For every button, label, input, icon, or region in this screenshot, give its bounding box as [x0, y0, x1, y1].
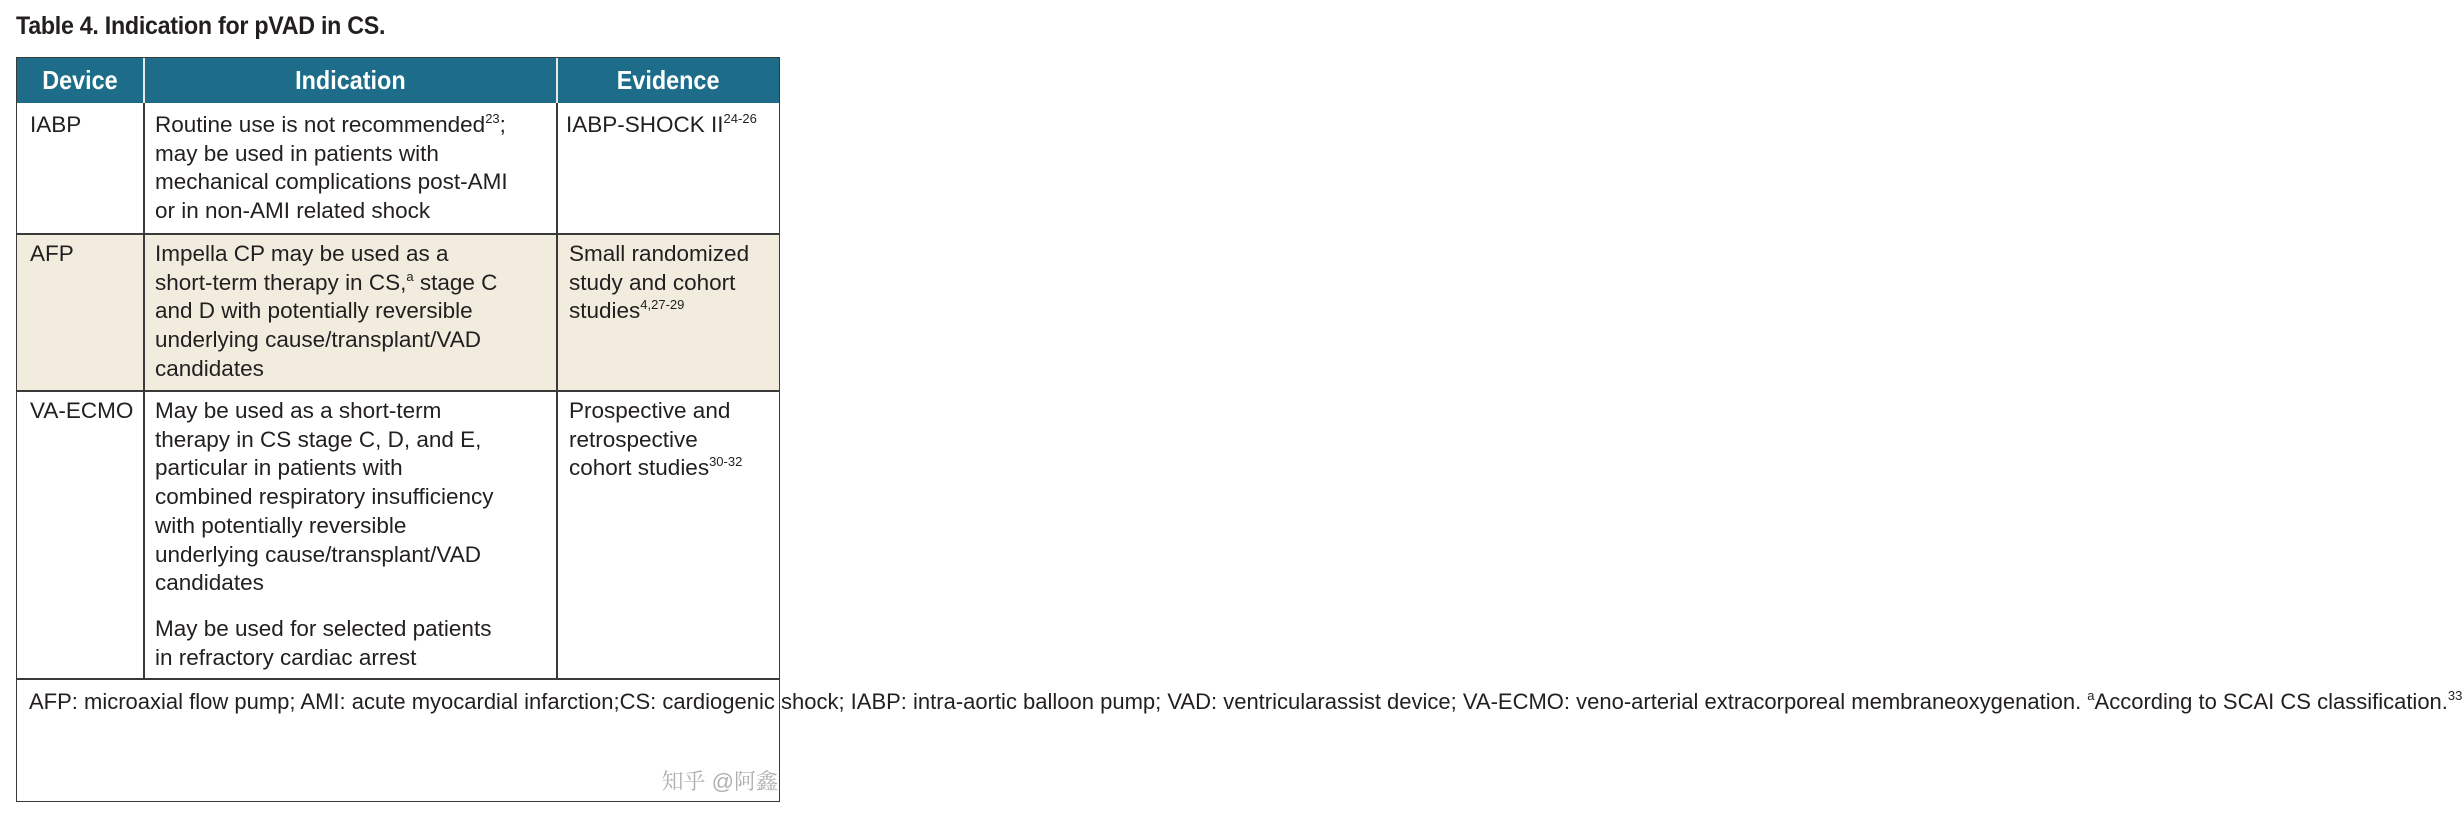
- text-line: Routine use is not recommended$^{23}$;: [155, 111, 506, 137]
- text-line: and D with potentially reversible: [155, 298, 473, 324]
- reference-superscript: a: [406, 268, 414, 284]
- text-line: study and cohort: [569, 269, 736, 295]
- reference-superscript: 24-26: [723, 111, 757, 126]
- text-line: May be used for selected patients: [155, 616, 492, 641]
- row-divider: [17, 233, 779, 235]
- reference-superscript: 30-32: [709, 454, 743, 470]
- device-cell: IABP: [30, 112, 82, 137]
- indication-cell: [155, 397, 494, 598]
- indication-cell: [155, 240, 497, 384]
- header-device: Device: [42, 65, 118, 95]
- evidence-cell: [569, 397, 742, 483]
- text-line: Prospective and: [569, 398, 731, 423]
- text-line: IABP-SHOCK II$^{24-26}$: [566, 111, 757, 137]
- reference-superscript: 33: [2447, 688, 2462, 703]
- reference-superscript: 23: [485, 111, 500, 126]
- text-line: may be used in patients with: [155, 140, 439, 166]
- text-line: underlying cause/transplant/VAD: [155, 327, 482, 353]
- row-divider: [17, 678, 779, 680]
- indication-cell: [155, 111, 508, 226]
- text-line: or in non-AMI related shock: [155, 198, 431, 224]
- row-divider: [17, 390, 779, 392]
- indication-cell-extra: [155, 615, 491, 672]
- text-line: short-term therapy in CS,$^a$ stage C: [155, 268, 498, 295]
- table-title: Table 4. Indication for pVAD in CS.: [16, 12, 386, 40]
- text-line: therapy in CS stage C, D, and E,: [155, 426, 482, 452]
- evidence-cell: [569, 240, 749, 326]
- device-cell: VA-ECMO: [30, 398, 134, 423]
- evidence-cell: [566, 111, 757, 140]
- text-line: underlying cause/transplant/VAD: [155, 541, 482, 567]
- text-line: combined respiratory insufficiency: [155, 484, 494, 510]
- reference-superscript: 4,27-29: [640, 297, 685, 313]
- text-line: assist device; VA-ECMO: veno-arterial extracorporeal membrane: [1324, 689, 1957, 714]
- text-line: candidates: [155, 355, 264, 381]
- header-evidence: Evidence: [616, 65, 720, 95]
- header-indication: Indication: [294, 65, 406, 95]
- text-line: studies$^{4,27-29}$: [569, 297, 685, 324]
- text-line: retrospective: [569, 426, 698, 452]
- text-line: CS: cardiogenic shock; IABP: intra-aortic balloon pump; VAD: ventricular: [619, 689, 1325, 714]
- text-line: May be used as a short-term: [155, 398, 442, 423]
- table-header: [17, 58, 779, 103]
- header-divider: [143, 58, 145, 103]
- text-line: candidates: [155, 570, 264, 596]
- header-divider: [556, 58, 558, 103]
- column-divider: [556, 103, 558, 678]
- text-line: particular in patients with: [155, 455, 403, 481]
- text-line: with potentially reversible: [155, 512, 407, 538]
- text-line: in refractory cardiac arrest: [155, 644, 417, 670]
- text-line: mechanical complications post-AMI: [155, 169, 508, 195]
- text-line: Small randomized: [569, 241, 750, 266]
- device-cell: AFP: [30, 241, 74, 266]
- watermark: 知乎 @阿鑫: [661, 769, 778, 794]
- column-divider: [143, 103, 145, 678]
- text-line: Impella CP may be used as a: [155, 241, 449, 266]
- reference-superscript: a: [2087, 688, 2095, 703]
- table-footnote: [29, 688, 2462, 715]
- text-line: AFP: microaxial flow pump; AMI: acute myocardial infarction;: [29, 689, 620, 714]
- text-line: oxygenation. $^a$According to SCAI CS classification.$^{33}$: [1956, 688, 2462, 714]
- text-line: cohort studies$^{30-32}$: [569, 454, 743, 481]
- indication-table: [16, 57, 2462, 802]
